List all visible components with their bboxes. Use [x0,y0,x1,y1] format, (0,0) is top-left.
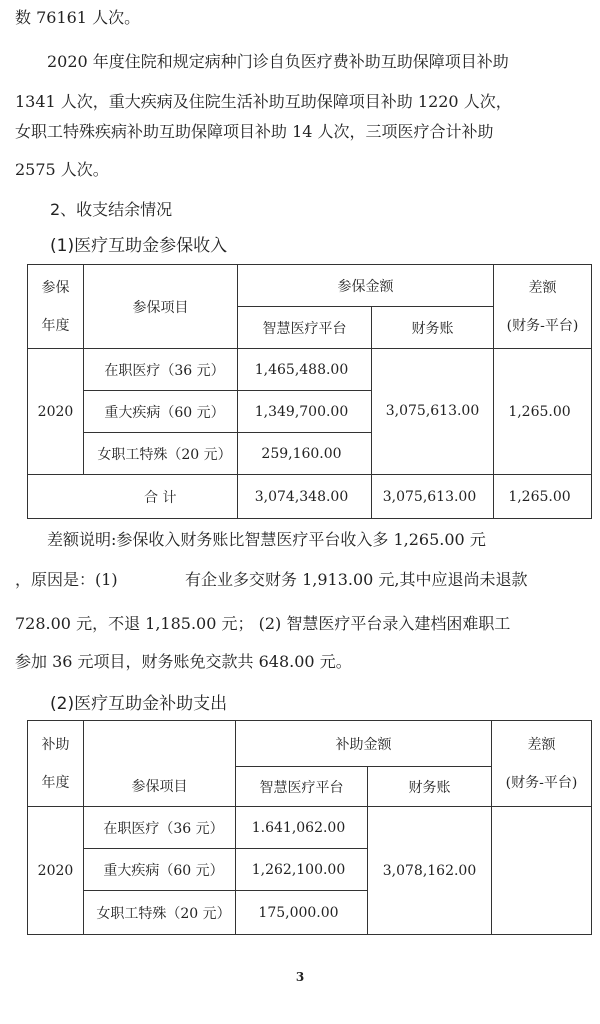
note-line: ，原因是：(1) [15,570,118,589]
diff-header: 差额 (财务-平台) [494,265,592,349]
platform-cell: 1.641,062.00 [236,807,368,849]
total-label: 合 计 [84,475,238,519]
note-line: 有企业多交财务 1,913.00 元,其中应退尚未退款 [185,570,528,589]
platform-header: 智慧医疗平台 [238,307,372,349]
platform-header: 智慧医疗平台 [236,767,368,807]
total-diff: 1,265.00 [494,475,592,519]
finance-cell: 3,075,613.00 [372,349,494,475]
platform-cell: 259,160.00 [238,433,372,475]
para-line: 女职工特殊疾病补助互助保障项目补助 14 人次，三项医疗合计补助 [15,122,494,141]
subsection-heading: (1)医疗互助金参保收入 [50,236,228,256]
para-line: 1341 人次，重大疾病及住院生活补助互助保障项目补助 1220 人次， [15,92,512,111]
item-header: 参保项目 [84,265,238,349]
platform-cell: 1,262,100.00 [236,849,368,891]
finance-header: 财务账 [368,767,492,807]
income-table [27,264,592,519]
item-cell: 女职工特殊（20 元） [84,433,238,475]
diff-header: 差额 (财务-平台) [492,721,592,807]
section-heading: 2、收支结余情况 [50,200,173,219]
item-cell: 重大疾病（60 元） [84,849,236,891]
amount-header: 补助金额 [236,721,492,767]
total-platform: 3,074,348.00 [238,475,372,519]
item-cell: 在职医疗（36 元） [84,349,238,391]
year-cell: 2020 [28,807,84,935]
total-finance: 3,075,613.00 [372,475,494,519]
para-line: 数 76161 人次。 [15,8,141,27]
diff-cell: 1,265.00 [494,349,592,475]
amount-header: 参保金额 [238,265,494,307]
note-line: 差额说明:参保收入财务账比智慧医疗平台收入多 1,265.00 元 [47,530,486,549]
subsidy-table [27,720,592,935]
finance-header: 财务账 [372,307,494,349]
diff-cell [492,807,592,935]
item-cell: 在职医疗（36 元） [84,807,236,849]
page-number: 3 [295,970,305,984]
total-spacer [28,475,84,519]
platform-cell: 1,465,488.00 [238,349,372,391]
platform-cell: 1,349,700.00 [238,391,372,433]
para-line: 2020 年度住院和规定病种门诊自负医疗费补助互助保障项目补助 [47,52,509,71]
year-header: 补助 年度 [28,721,84,807]
note-line: 参加 36 元项目，财务账免交款共 648.00 元。 [15,652,352,671]
note-line: 728.00 元，不退 1,185.00 元； (2) 智慧医疗平台录入建档困难职工 [15,614,511,633]
para-line: 2575 人次。 [15,160,109,179]
item-header: 参保项目 [84,721,236,807]
year-header: 参保 年度 [28,265,84,349]
subsection-heading: (2)医疗互助金补助支出 [50,694,228,714]
item-cell: 女职工特殊（20 元） [84,891,236,935]
year-cell: 2020 [28,349,84,475]
finance-cell: 3,078,162.00 [368,807,492,935]
item-cell: 重大疾病（60 元） [84,391,238,433]
platform-cell: 175,000.00 [236,891,368,935]
